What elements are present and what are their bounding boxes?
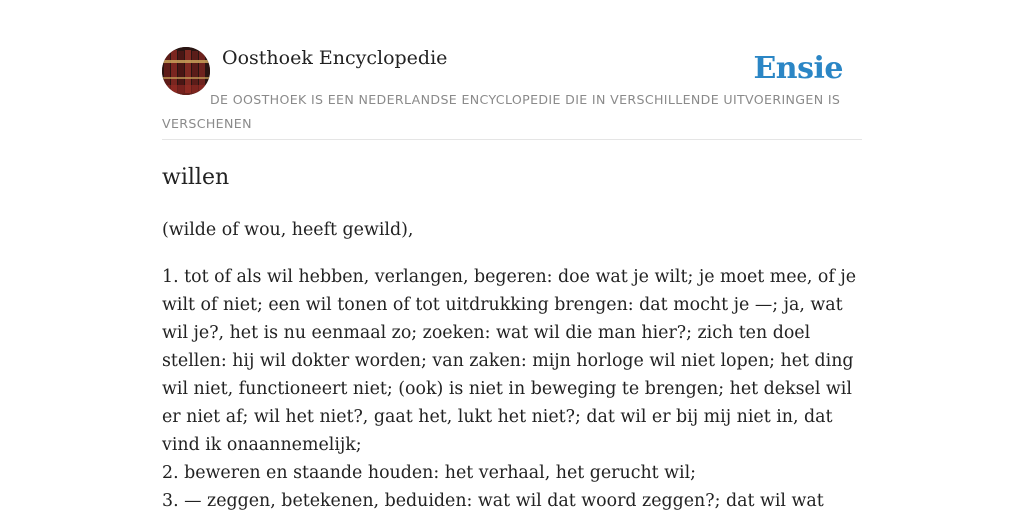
sense-item: 1. tot of als wil hebben, verlangen, begeren: doe wat je wilt; je moet mee, of je wilt of niet; een wil tonen of tot uitdrukking brengen: dat mocht je —; ja, wat wil je?, het is nu eenmaal zo; zoeken: wat wil die man hier?; zich ten doel stellen: hij wil dokter worden; van zaken: mijn horloge wil niet lopen; het ding wil niet, functioneert niet; (ook) is niet in beweging te brengen; het deksel wil er niet af; wil het niet?, gaat het, lukt het niet?; dat wil er bij mij niet in, dat vind ik onaannemelijk; (162, 267, 857, 455)
content-container (162, 0, 862, 511)
site-name[interactable]: Oosthoek Encyclopedie (222, 47, 448, 69)
entry-definition (162, 216, 862, 512)
entry-headword: willen (162, 165, 230, 190)
sense-item: 2. beweren en staande houden: het verhaal, het gerucht wil; (162, 463, 697, 483)
entry-senses (162, 263, 862, 512)
site-tagline: DE OOSTHOEK IS EEN NEDERLANDSE ENCYCLOPEDIE DIE IN VERSCHILLENDE UITVOERINGEN IS VERSCHENEN (162, 92, 841, 131)
site-header (162, 0, 862, 140)
entry-forms: (wilde of wou, heeft gewild), (162, 220, 414, 240)
sense-item: 3. — zeggen, betekenen, beduiden: wat wil dat woord zeggen?; dat wil wat (162, 491, 824, 511)
ensie-logo-link[interactable]: Ensie (753, 51, 843, 86)
